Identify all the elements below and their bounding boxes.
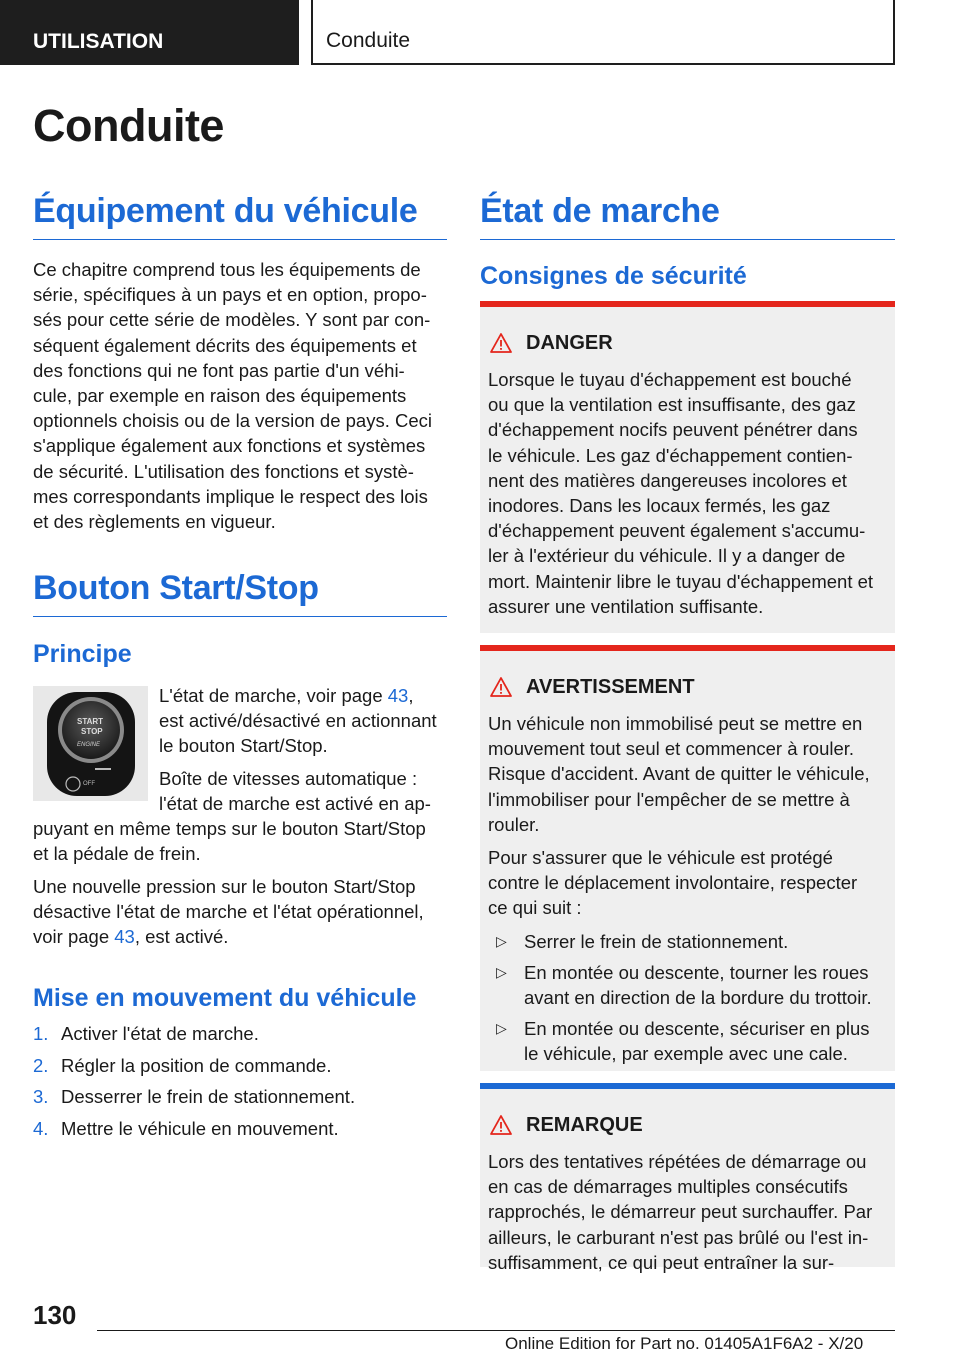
text-line: mouvement tout seul et commencer à rouler. (488, 738, 855, 760)
text-line: série, spécifiques à un pays et en option, propo- (33, 284, 427, 306)
step-number: 3. (33, 1086, 49, 1107)
header-section-label: UTILISATION (0, 0, 299, 65)
button-label-stop: STOP (81, 727, 103, 736)
warning-triangle-icon (490, 333, 512, 353)
text-line: de sécurité. L'utilisation des fonctions et systè- (33, 460, 414, 482)
notice-label: REMARQUE (526, 1113, 643, 1136)
start-stop-button-image (33, 686, 148, 801)
warning-bullet-list (488, 929, 887, 1067)
text-line: Un véhicule non immobilisé peut se mettre en (488, 713, 863, 734)
header-chapter-label: Conduite (311, 0, 895, 65)
danger-header (488, 319, 887, 367)
text-line: le véhicule. Les gaz d'échappement contien- (488, 444, 853, 466)
text-line: Une nouvelle pression sur le bouton Start/Stop (33, 876, 416, 897)
text-line: Lorsque le tuyau d'échappement est bouché (488, 369, 852, 390)
text-line: assurer une ventilation suffisante. (488, 595, 764, 617)
principle-text-2b (33, 816, 426, 866)
text-line: optionnels choisis ou de la version de pays. Ceci (33, 410, 433, 432)
text-line: En montée ou descente, tourner les roues (524, 961, 869, 983)
chapter-title: Conduite (33, 100, 224, 151)
text-span: L'état de marche, voir page (159, 685, 388, 706)
text-line: d'échappement nocifs peuvent pénétrer dans (488, 419, 858, 441)
text-line: inodores. Dans les locaux fermés, les gaz (488, 495, 831, 517)
notice-box (480, 1083, 895, 1273)
text-line: nent des matières dangereuses incolores et (488, 469, 847, 491)
bullet-triangle-icon: ▷ (496, 963, 507, 980)
step-number: 2. (33, 1054, 49, 1076)
step-text: Desserrer le frein de stationnement. (61, 1086, 356, 1107)
list-item (488, 960, 887, 1010)
text-line: Lors des tentatives répétées de démarrage ou (488, 1151, 867, 1172)
text-line: est activé/désactivé en actionnant (159, 710, 437, 732)
principle-text-2a (159, 766, 449, 816)
list-item (33, 1050, 355, 1082)
text-line: suffisamment, ce qui peut entraîner la sur- (488, 1251, 835, 1273)
equipment-text (33, 257, 432, 534)
principle-heading: Principe (33, 640, 132, 668)
warning-text-1 (488, 711, 887, 837)
step-number: 1. (33, 1023, 49, 1044)
text-line: ailleurs, le carburant n'est pas brûlé ou l'est in- (488, 1226, 869, 1248)
text-line: mort. Maintenir libre le tuyau d'échappement et (488, 570, 874, 592)
text-span: , (408, 685, 414, 706)
text-line: le bouton Start/Stop. (159, 735, 328, 757)
footer-edition: Online Edition for Part no. 01405A1F6A2 - X/20 (505, 1334, 864, 1353)
notice-header (488, 1101, 887, 1149)
list-item (33, 1018, 355, 1050)
text-span: , est activé. (134, 926, 229, 948)
text-line: Pour s'assurer que le véhicule est protégé (488, 847, 833, 869)
text-line: puyant en même temps sur le bouton Start/Stop (33, 818, 426, 839)
page-link-43[interactable]: 43 (387, 685, 409, 706)
principle-text-3 (33, 874, 424, 950)
footer-divider (97, 1330, 895, 1331)
step-text: Mettre le véhicule en mouvement. (61, 1117, 339, 1139)
principle-text-1 (159, 683, 449, 759)
text-line (159, 683, 449, 708)
warning-triangle-icon (490, 677, 512, 697)
text-line: et la pédale de frein. (33, 843, 201, 865)
equipment-heading: Équipement du véhicule (33, 192, 447, 240)
text-line: des fonctions qui ne font pas partie d'un véhi- (33, 359, 405, 381)
list-item (488, 929, 887, 954)
bullet-triangle-icon: ▷ (496, 932, 507, 949)
text-span: voir page (33, 926, 115, 948)
warning-label: AVERTISSEMENT (526, 675, 695, 698)
step-text: Régler la position de commande. (61, 1054, 332, 1076)
notice-text (488, 1149, 887, 1275)
page-link-43[interactable]: 43 (114, 926, 135, 948)
text-line: ou que la ventilation est insuffisante, des gaz (488, 394, 856, 416)
text-line: rapprochés, le démarreur peut surchauffer. Par (488, 1201, 873, 1223)
text-line: Serrer le frein de stationnement. (524, 930, 789, 952)
start-stop-heading: Bouton Start/Stop (33, 569, 447, 617)
danger-box (480, 301, 895, 633)
text-line: en cas de démarrages multiples consécutifs (488, 1176, 848, 1198)
moving-steps-list (33, 1018, 355, 1144)
button-label-engine: ENGINE (77, 742, 101, 748)
danger-label: DANGER (526, 331, 613, 354)
text-line: En montée ou descente, sécuriser en plus (524, 1018, 870, 1040)
text-line: l'état de marche est activé en ap- (159, 793, 431, 815)
list-item (33, 1113, 355, 1145)
list-item (488, 1016, 887, 1066)
text-line: rouler. (488, 813, 540, 835)
warning-header (488, 663, 887, 711)
bullet-triangle-icon: ▷ (496, 1020, 507, 1037)
warning-box (480, 645, 895, 1071)
text-line: et des règlements en vigueur. (33, 511, 276, 533)
text-line: Ce chapitre comprend tous les équipements de (33, 259, 421, 280)
text-line: l'immobiliser pour l'empêcher de se mettre à (488, 788, 850, 810)
page-number: 130 (33, 1300, 77, 1330)
list-item (33, 1081, 355, 1113)
text-line: s'applique également aux fonctions et systèmes (33, 435, 426, 457)
warning-triangle-icon (490, 1115, 512, 1135)
text-line: Boîte de vitesses automatique : (159, 768, 418, 789)
text-line: d'échappement peuvent également s'accumu- (488, 520, 866, 542)
text-line: Risque d'accident. Avant de quitter le véhicule, (488, 763, 870, 785)
text-line: ler à l'extérieur du véhicule. Il y a danger de (488, 545, 846, 567)
text-line: avant en direction de la bordure du trottoir. (524, 987, 872, 1009)
text-line: désactive l'état de marche et l'état opérationnel, (33, 901, 424, 923)
danger-text (488, 367, 887, 619)
safety-heading: Consignes de sécurité (480, 262, 747, 290)
text-line (33, 924, 424, 949)
text-line: mes correspondants implique le respect des lois (33, 485, 428, 507)
text-line: sés pour cette série de modèles. Y sont par con- (33, 309, 431, 331)
text-line: contre le déplacement involontaire, respecter (488, 872, 858, 894)
text-line: séquent également décrits des équipements et (33, 334, 417, 356)
button-label-start: START (77, 717, 104, 726)
text-line: cule, par exemple en raison des équipements (33, 385, 407, 407)
step-text: Activer l'état de marche. (61, 1023, 259, 1044)
warning-text-2 (488, 845, 887, 921)
text-line: ce qui suit : (488, 897, 582, 919)
run-state-heading: État de marche (480, 192, 895, 240)
text-line: le véhicule, par exemple avec une cale. (524, 1043, 848, 1065)
moving-heading: Mise en mouvement du véhicule (33, 984, 417, 1012)
button-label-off: OFF (83, 781, 95, 787)
step-number: 4. (33, 1117, 49, 1139)
